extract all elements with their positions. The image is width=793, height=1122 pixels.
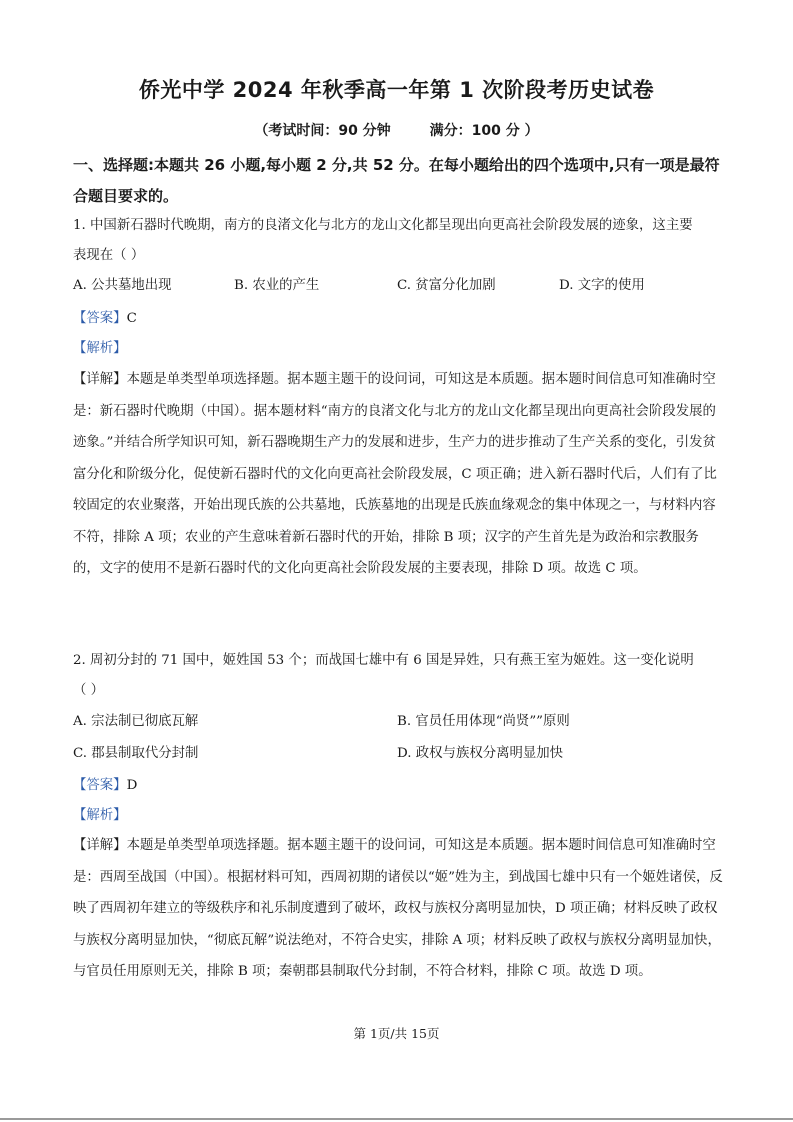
q1-answer [73, 309, 137, 329]
q2-option-c: C. 郡县制取代分封制 [73, 746, 199, 761]
detail-tag: 【详解】 [73, 372, 127, 387]
page-footer: 第 1页/共 15页 [353, 1026, 440, 1041]
q2-detail [73, 830, 723, 988]
q2-answer [73, 776, 137, 796]
q2-analysis-tag: 【解析】 [73, 808, 127, 823]
answer-tag: 【答案】 [73, 778, 127, 793]
q1-option-d: D. 文字的使用 [559, 278, 645, 293]
exam-info: （考试时间：90 分钟 满分：100 分 ） [254, 123, 539, 139]
detail-tag: 【详解】 [73, 838, 127, 853]
section-heading: 一、选择题:本题共 26 小题,每小题 2 分,共 52 分。在每小题给出的四个选项中,只有一项是最符合题目要求的。 [73, 156, 720, 205]
q2-option-a: A. 宗法制已彻底瓦解 [73, 714, 199, 729]
detail-text: 本题是单类型单项选择题。据本题主题干的设问词，可知这是本质题。据本题时间信息可知准确时空是：西周至战国（中国）。根据材料可知，西周初期的诸侯以“姬”姓为主，到战国七雄中只有一个姬姓诸侯，反映了西周初年建立的等级秩序和礼乐制度遭到了破坏，政权与族权分离明显加快，D 项正确；材料反映了政权与族权分离明显加快，“彻底瓦解”说法绝对，不符合史实，排除 A 项；材料反映了政权与族权分离明显加快，与官员任用原则无关，排除 B 项；秦朝郡县制取代分封制，不符合材料，排除 C 项。故选 D 项。 [73, 838, 723, 979]
answer-value: C [126, 311, 137, 326]
answer-value: D [126, 778, 138, 793]
q2-stem-line1: 2. 周初分封的 71 国中，姬姓国 53 个；而战国七雄中有 6 国是异姓，只有燕王室为姬姓。这一变化说明 [73, 653, 694, 668]
q1-option-b: B. 农业的产生 [234, 278, 320, 293]
answer-tag: 【答案】 [73, 311, 127, 326]
q1-option-a: A. 公共墓地出现 [73, 278, 172, 293]
q1-analysis-tag: 【解析】 [73, 341, 127, 356]
detail-text: 本题是单类型单项选择题。据本题主题干的设问词，可知这是本质题。据本题时间信息可知准确时空是：新石器时代晚期（中国）。据本题材料“南方的良渚文化与北方的龙山文化都呈现出向更高社会阶段发展的迹象。”并结合所学知识可知，新石器晚期生产力的发展和进步，生产力的进步推动了生产关系的变化，引发贫富分化和阶级分化，促使新石器时代的文化向更高社会阶段发展，C 项正确；进入新石器时代后，人们有了比较固定的农业聚落，开始出现氏族的公共墓地，氏族墓地的出现是氏族血缘观念的集中体现之一，与材料内容不符，排除 A 项；农业的产生意味着新石器时代的开始，排除 B 项；汉字的产生首先是为政治和宗教服务的，文字的使用不是新石器时代的文化向更高社会阶段发展的主要表现，排除 D 项。故选 C 项。 [73, 372, 717, 576]
q1-detail [73, 364, 723, 585]
q2-stem-line2: （ ） [73, 683, 105, 698]
q1-stem-line1: 1. 中国新石器时代晚期，南方的良渚文化与北方的龙山文化都呈现出向更高社会阶段发展的迹象，这主要 [73, 218, 693, 233]
bottom-divider [0, 1118, 793, 1120]
q2-option-b: B. 官员任用体现“尚贤””原则 [397, 714, 570, 729]
q1-stem-line2: 表现在（ ） [73, 248, 145, 263]
page-title: 侨光中学 2024 年秋季高一年第 1 次阶段考历史试卷 [138, 78, 655, 102]
q1-option-c: C. 贫富分化加剧 [397, 278, 496, 293]
q2-option-d: D. 政权与族权分离明显加快 [397, 746, 564, 761]
